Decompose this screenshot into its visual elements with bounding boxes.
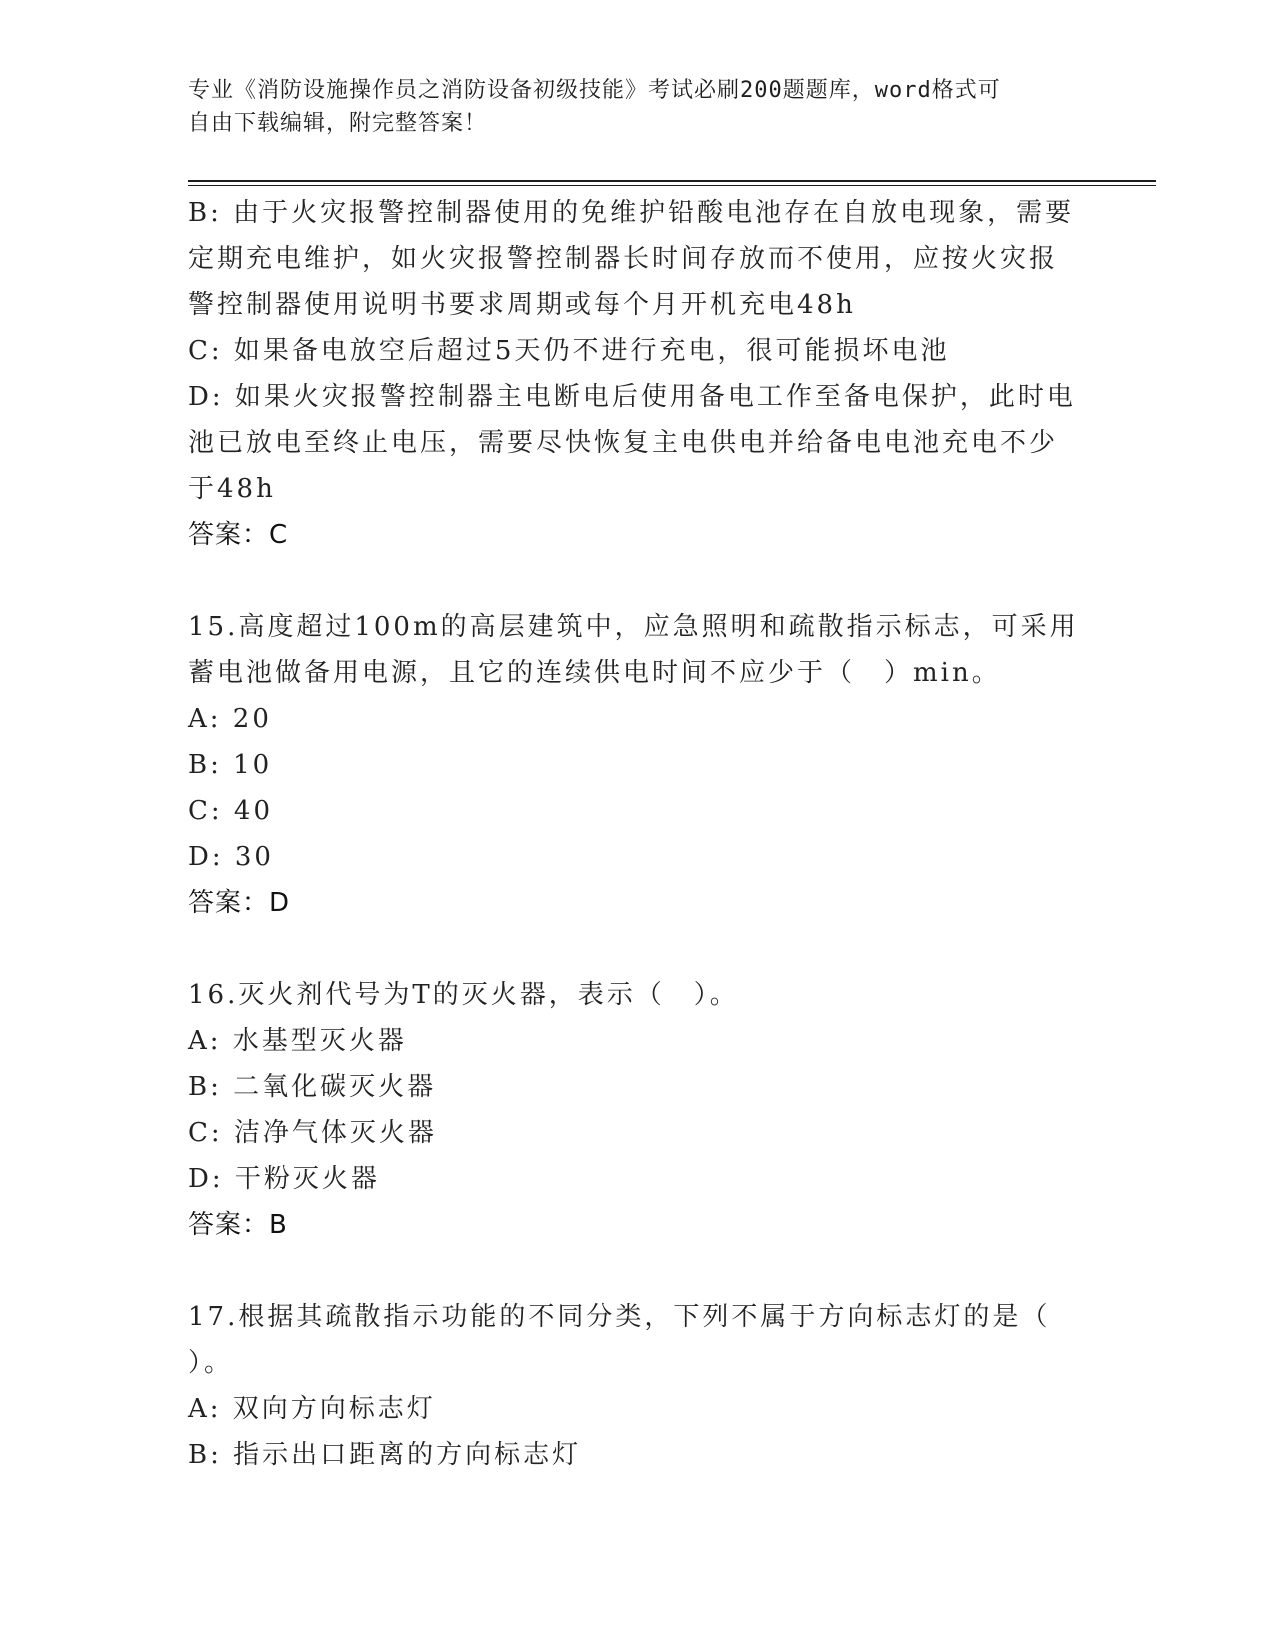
question-16 xyxy=(188,972,1088,1248)
answer-line: 答案：B xyxy=(188,1210,288,1240)
question-spacer xyxy=(188,558,1088,604)
question-stem-line: 17.根据其疏散指示功能的不同分类，下列不属于方向标志灯的是（ xyxy=(188,1302,1051,1332)
option-b-line: 定期充电维护，如火灾报警控制器长时间存放而不使用，应按火灾报 xyxy=(188,244,1059,274)
header-divider-thin xyxy=(188,185,1156,186)
option-b-line: 警控制器使用说明书要求周期或每个月开机充电48h xyxy=(188,290,856,320)
answer-line: 答案：C xyxy=(188,520,289,550)
option-d: D: 干粉灭火器 xyxy=(188,1164,380,1194)
option-d: D: 30 xyxy=(188,842,274,872)
question-stem-line: 蓄电池做备用电源，且它的连续供电时间不应少于（ ）min。 xyxy=(188,658,1001,688)
option-b: B: 10 xyxy=(188,750,273,780)
answer-line: 答案：D xyxy=(188,888,291,918)
option-a: A: 水基型灭火器 xyxy=(188,1026,407,1056)
option-c: C: 洁净气体灭火器 xyxy=(188,1118,437,1148)
option-a: A: 双向方向标志灯 xyxy=(188,1394,436,1424)
previous-question-options xyxy=(188,190,1088,558)
option-a: A: 20 xyxy=(188,704,272,734)
option-b: B: 指示出口距离的方向标志灯 xyxy=(188,1440,582,1470)
question-stem-line: 15.高度超过100m的高层建筑中，应急照明和疏散指示标志，可采用 xyxy=(188,612,1079,642)
question-stem-line: ）。 xyxy=(188,1348,234,1378)
option-b-line: B: 由于火灾报警控制器使用的免维护铅酸电池存在自放电现象，需要 xyxy=(188,198,1075,228)
question-content xyxy=(188,190,1088,1478)
question-15 xyxy=(188,604,1088,926)
option-d-line: 于48h xyxy=(188,474,276,504)
header-divider-thick xyxy=(188,180,1156,182)
header-line-1: 专业《消防设施操作员之消防设备初级技能》考试必刷200题题库，word格式可 xyxy=(188,78,1001,103)
option-b: B: 二氧化碳灭火器 xyxy=(188,1072,437,1102)
question-spacer xyxy=(188,1248,1088,1294)
document-header xyxy=(188,74,1068,140)
option-c: C: 如果备电放空后超过5天仍不进行充电，很可能损坏电池 xyxy=(188,336,950,366)
question-stem-line: 16.灭火剂代号为T的灭火器，表示（ ）。 xyxy=(188,980,739,1010)
question-17 xyxy=(188,1294,1088,1478)
option-d-line: D: 如果火灾报警控制器主电断电后使用备电工作至备电保护，此时电 xyxy=(188,382,1076,412)
option-c: C: 40 xyxy=(188,796,274,826)
question-spacer xyxy=(188,926,1088,972)
header-line-2: 自由下载编辑，附完整答案！ xyxy=(188,111,488,136)
option-d-line: 池已放电至终止电压，需要尽快恢复主电供电并给备电电池充电不少 xyxy=(188,428,1059,458)
